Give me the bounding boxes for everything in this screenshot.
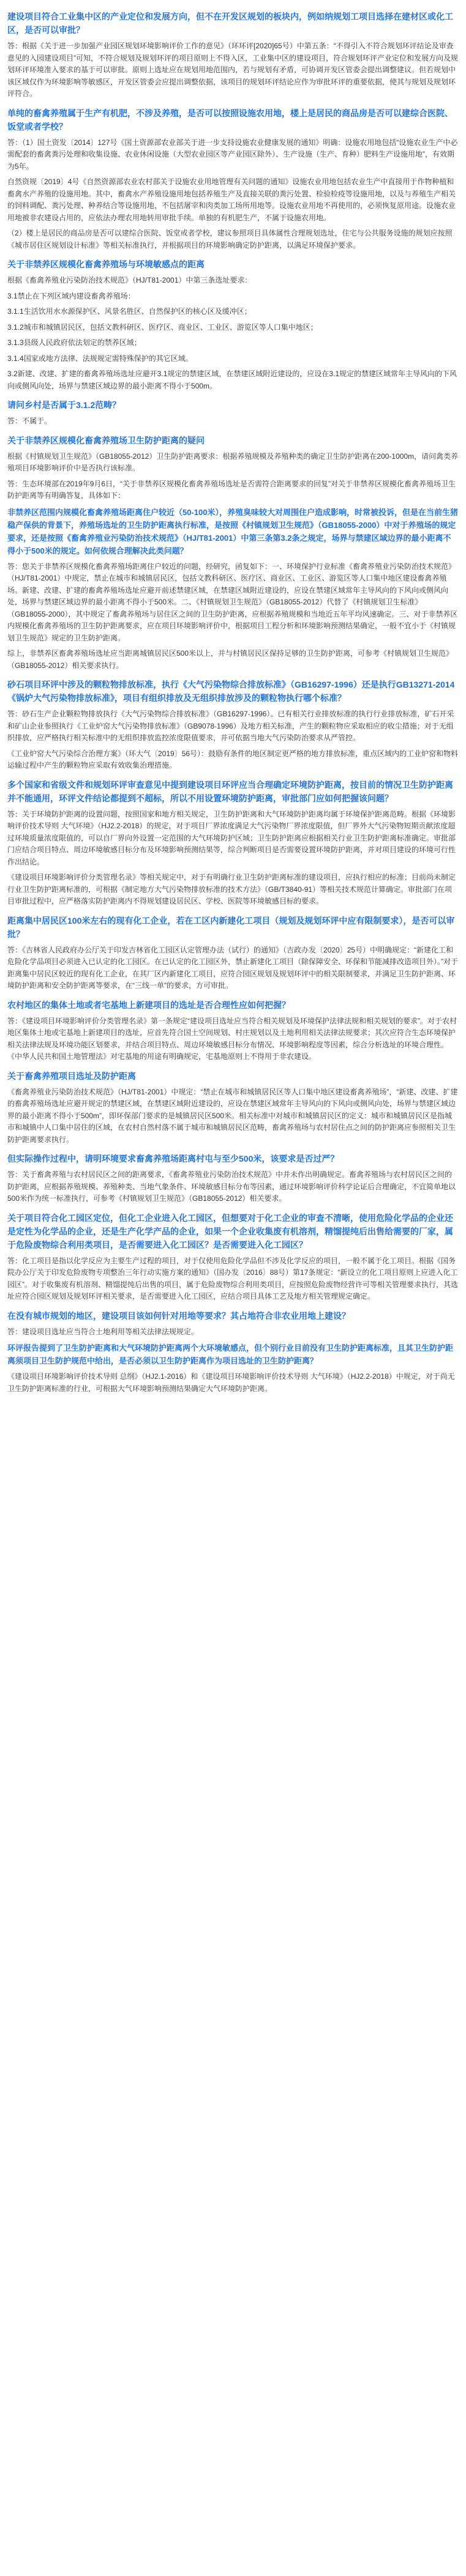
answer-paragraph	[7, 748, 459, 772]
question-heading	[7, 434, 459, 447]
block-text: 非禁养区范围内规模化畜禽养殖场距离住户较近（50-100米），养殖臭味较大对周围住户造成影响，时常被投诉，但是在当前生猪稳产保供的背景下，养殖场选址的卫生防护距离执行标准，是按照《村镇规划卫生规范》（GB18055-2000）中对于养殖场的规定要求，还是按照《畜禽养殖业污染防治技术规范》（HJ/T81-2001）中第三条第3.2条之规定，场界与禁建区域边界的最小距离不得小于500米的规定。如何依规合理解决此类问题？	[7, 507, 458, 555]
block-text: 多个国家和省级文件和规划环评审查意见中提到建设项目环评应当合理确定环境防护距离，按目前的情况卫生防护距离并不能通用，环评文件结论都提到不超标，所以不用设置环境防护距离，审批部门应如何把握该问题？	[7, 779, 453, 803]
block-text: 建设项目符合工业集中区的产业定位和发展方向，但不在开发区规划的板块内，例如纳规划工项目选择在建材区或化工区，是否可以审批？	[7, 12, 453, 35]
block-text: 关于非禁养区规模化畜禽养殖场卫生防护距离的疑问	[7, 435, 205, 445]
answer-label: 答：	[7, 1256, 23, 1265]
answer-label: 答：	[7, 562, 23, 571]
block-text: 在没有城市规划的地区，建设项目该如何针对用地等要求？其占地符合非农业用地上建设？	[7, 1310, 350, 1321]
block-text: 3.1.4国家或地方法律、法规规定需特殊保护的其它区域。	[7, 354, 193, 363]
block-text: 3.2新建、改建、扩建的畜禽养殖场选址应避开3.1规定的禁建区域，在禁建区域附近建设的，应设在3.1规定的禁建区域常年主导风向的下风向或侧风向处，场界与禁建区域边界的最小距离不得小于500m。	[7, 369, 457, 390]
answer-label: 答：	[7, 710, 23, 718]
answer-paragraph	[7, 337, 459, 349]
question-heading	[7, 398, 459, 412]
answer-label: 答：	[7, 945, 23, 954]
block-text: 请问乡村是否属于3.1.2范畴？	[7, 400, 121, 410]
answer-paragraph	[7, 561, 459, 645]
block-text: 关于畜禽养殖项目选址及防护距离	[7, 1071, 136, 1081]
question-heading	[7, 778, 459, 805]
question-heading	[7, 678, 459, 705]
answer-paragraph	[7, 708, 459, 744]
note-paragraph	[7, 1371, 459, 1395]
block-text: 3.1禁止在下列区域内建设畜禽养殖场：	[7, 291, 135, 300]
question-heading	[7, 998, 459, 1012]
block-text: 单纯的畜禽养殖属于生产有机肥，不涉及养殖，是否可以按照设施农用地，楼上是居民的商品房是否可以建综合医院、饭堂或者学校？	[7, 108, 453, 132]
answer-paragraph	[7, 451, 459, 475]
block-text: 答：生态环境部在2019年9月6日，“关于非禁养区规模化畜禽养殖场选址是否需符合距离要求的回复”对关于非禁养区规模化畜禽养殖场卫生防护距离等有明确答复，具体如下：	[7, 479, 456, 500]
answer-label: 答：	[7, 1016, 23, 1025]
answer-paragraph	[7, 478, 459, 502]
answer-paragraph	[7, 40, 459, 100]
block-text: 不属于。	[22, 417, 52, 425]
block-text: 化工项目是指以化学反应为主要生产过程的项目，对于仅使用危险化学品但不涉及化学反应的项目，一般不属于化工项目。根据《国务院办公厅关于印发危险废物专项整治三年行动实施方案的通知》（国办发〔2016〕88号）第17条规定：“新设立的化工项目原则上应进入化工园区”。对于收集废有机溶剂、精馏提纯后出售的项目，属于危险废物综合利用类项目，应按照危险废物经营许可等相关管理要求执行，其选址应符合园区规划及规划环评相关要求，是否需要进入化工园区，应结合项目具体工艺及地方相关管理规定确定。	[7, 1256, 459, 1301]
block-text: 3.1.1生活饮用水水源保护区、风景名胜区、自然保护区的核心区及缓冲区；	[7, 307, 252, 316]
block-text: 《建设项目环境影响评价分类管理名录》等相关规定中，对于有明确行业卫生防护距离标准的建设项目，应执行相应的标准；目前尚未制定行业卫生防护距离标准的，可根据《制定地方大气污染物排放标准的技术方法》（GB/T3840-91）等相关技术规范计算确定。审批部门在项目审批过程中，应严格落实防护距离内不得规划建设居民区、学校、医院等环境敏感目标的要求。	[7, 873, 456, 905]
block-text: 建设项目选址应当符合土地利用等相关法律法规规定。	[22, 1327, 199, 1336]
answer-paragraph	[7, 945, 459, 992]
qa-article	[7, 10, 459, 1395]
block-text: 关于非禁养区规模化畜禽养殖场与环境敏感点的距离	[7, 259, 205, 269]
answer-paragraph	[7, 415, 459, 428]
answer-label: 答：	[7, 1327, 23, 1336]
question-heading	[7, 1309, 459, 1323]
block-text: 《吉林省人民政府办公厅关于印发吉林省化工园区认定管理办法（试行）的通知》（吉政办发〔2020〕25号）中明确规定：“新建化工和危险化学品项目必须进入已认定的化工园区。在已认定的化工园区外，禁止新建化工项目（除保障安全、环保和节能减排改造项目外）。”对于距离集中居民区较近的现有化工企业，在其厂区内新建化工项目，应符合园区规划及规划环评中的相关限制要求，并满足卫生防护距离、环境防护距离和安全防护距离等要求，在“三线一单”的要求，方可审批。	[7, 945, 459, 990]
block-text: 《畜禽养殖业污染防治技术规范》（HJ/T81-2001）中规定：“禁止在城市和城镇居民区等人口集中地区建设畜禽养殖场”，“新建、改建、扩建的畜禽养殖场选址应避开规定的禁建区域，在禁建区域附近建设的，应设在禁建区域常年主导风向的下风向或侧风向处，场界与禁建区域边界的最小距离不得小于500m”，即环保部门要求的是城镇居民区500米。相关标准中对城市和城镇居民区的定义：城市和城镇居民区是指城市和城镇中人口集中居住的区域，在农村自然村落不属于城市和城镇居民区范畴，畜禽养殖场与农村居住点之间的防护距离应参照相关卫生防护距离要求执行。	[7, 1087, 458, 1144]
answer-paragraph	[7, 306, 459, 318]
answer-paragraph	[7, 368, 459, 392]
block-text: 环评报告提到了卫生防护距离和大气环境防护距离两个大环境敏感点，但个别行业目前没有卫生防护距离标准，且其卫生防护距离须项目卫生防护规范中给出，是否必须以卫生防护距离作为项目选址的卫生防护距离？	[7, 1343, 454, 1365]
question-heading	[7, 1069, 459, 1083]
answer-paragraph	[7, 322, 459, 334]
answer-paragraph	[7, 137, 459, 173]
answer-paragraph	[7, 1015, 459, 1063]
block-text: 距离集中居民区100米左右的现有化工企业，若在工区内新建化工项目（规划及规划环评中应有限制要求），是否可以审批？	[7, 915, 455, 939]
block-text: 3.1.2城市和城镇居民区，包括文教科研区、医疗区、商业区、工业区、游览区等人口集中地区；	[7, 322, 318, 332]
answer-paragraph	[7, 648, 459, 672]
answer-paragraph	[7, 228, 459, 251]
answer-label: 答：	[7, 42, 23, 50]
question-heading	[7, 1211, 459, 1252]
block-text: （2）楼上是居民的商品房是否可以建综合医院、饭堂或者学校，建议参照项目具体属性合理规划选址，住宅与公共服务设施的规划应按照《城市居住区规划设计标准》等相关标准执行，并根据项目的环境影响确定防护距离，以满足环境保护要求。	[7, 229, 453, 250]
block-text: 但实际操作过程中，请明环境要求畜禽养殖场距离村屯与至少500米，该要求是否过严？	[7, 1154, 339, 1164]
block-text: 农村地区的集体土地或者宅基地上新建项目的选址是否合理性应如何把握？	[7, 1000, 290, 1010]
question-heading	[7, 258, 459, 271]
block-text: 砂石生产企业颗粒物排放执行《大气污染物综合排放标准》（GB16297-1996）。已有相关行业排放标准的执行行业排放标准，矿石开采和矿山企业参照执行《工业炉窑大气污染物排放标准》（GB9078-1996）及地方相关标准，产生的颗粒物应采取相应的收尘措施；对于无组织排放，应严格执行相关标准中的无组织排放监控浓度限值要求，并可依据当地大气污染防治要求从严管控。	[7, 710, 454, 742]
question-heading	[7, 10, 459, 37]
answer-paragraph	[7, 176, 459, 224]
question-heading	[7, 914, 459, 941]
block-text: 关于项目符合化工园区定位，但化工企业进入化工园区，但想要对于化工企业的审查不清晰，使用危险化学品的企业还是定性为化学品的企业，还是生产化学产品的企业，如果一个企业收集废有机溶剂，精馏提纯后出售给需要的厂家，属于危险废物综合利用类项目，是否需要进入化工园区？是否需要进入化工园区？	[7, 1212, 453, 1250]
block-text: 根据《关于进一步加强产业园区规划环境影响评价工作的意见》（环环评[2020]65号）中第五条：“不得引入不符合规划环评结论及审查意见的入园建设项目”可知，不符合规划及规划环评的项目原则上不得入区，工业集中区的建设项目，符合规划环评产业定位和发展方向及规划环评环境准入要求的基于可以审批。原则上选址应在规划用地范围内，若与规划有矛盾，可协调开发区管委会提出调整建议。但若规划中该区域仅作为环境影响等敏感区，开发区管委会应提出调整依据，该项目的规划环评结论应作为审批环评的重要依据，使其与规划及规划环评符合。	[7, 42, 459, 98]
answer-paragraph	[7, 353, 459, 365]
block-text: 关于环境防护距离的设置问题，按照国家和地方相关规定，卫生防护距离和大气环境防护距离均属于环境保护距离范畴。根据《环境影响评价技术导则 大气环境》（HJ2.2-2018）的规定，对于项目厂界浓度满足大气污染物厂界浓度限值，但厂界外大气污染物短期贡献浓度超过环境质量浓度限值的，可以自厂界向外设置一定范围的大气环境防护区域；卫生防护距离应根据相关行业卫生防护距离标准确定。审批部门应结合项目特点、周边环境敏感目标分布及环境影响预测结果等，综合判断项目是否需要设置环境防护距离，并对项目建设的环境可行性作出结论。	[7, 809, 456, 866]
answer-paragraph	[7, 1169, 459, 1205]
answer-label: 答：	[7, 809, 23, 818]
answer-paragraph	[7, 872, 459, 908]
block-text: 3.1.3县级人民政府依法划定的禁养区域；	[7, 338, 141, 347]
answer-paragraph	[7, 291, 459, 303]
block-text: 关于畜禽养殖与农村居民区之间的距离要求，《畜禽养殖业污染防治技术规范》中并未作出明确规定。畜禽养殖场与农村居民区之间的防护距离，应根据养殖规模、养殖种类、当地气象条件、环境敏感目标分布等因素，通过环境影响评价科学论证后合理确定，不宜简单地以500米作为统一标准执行，可参考《村镇规划卫生规范》（GB18055-2012）相关要求。	[7, 1170, 456, 1203]
block-text: 根据《村镇规划卫生规范》（GB18055-2012）卫生防护距离要求：根据养殖规模及养殖种类的确定卫生防护距离在200-1000m，请问禽类养殖项目环境影响评价中是否执行该标准。	[7, 451, 459, 472]
block-text: 自然资规〔2019〕4号《自然资源部农业农村部关于设施农业用地管理有关问题的通知》设施农业用地包括农业生产中直接用于作物种植和畜禽水产养殖的设施用地。其中，畜禽水产养殖设施用地包括养殖生产及直接关联的粪污处置、检验检疫等设施用地，以及与养殖生产相关的饲料调配、粪污处理、种养结合等设施用地，不包括屠宰和肉类加工场所用地等。设施农业用地不再使用的，必须恢复原用途。设施农业用地被非农建设占用的，应依法办理农用地转用审批手续。单独的有机肥生产，不属于设施农用地。	[7, 177, 456, 222]
question-heading	[7, 106, 459, 133]
highlighted-question	[7, 506, 459, 557]
answer-paragraph	[7, 1086, 459, 1146]
block-text: 根据《畜禽养殖业污染防治技术规范》（HJ/T81-2001）中第三条选址要求：	[7, 276, 252, 284]
answer-paragraph	[7, 809, 459, 869]
block-text: （1）国土资发〔2014〕127号《国土资源部农业部关于进一步支持设施农业健康发展的通知》明确：设施农用地包括“设施农业生产中必需配套的畜禽粪污处理和收集设施、农业休闲设施（大型农业园区等产业园区除外）、生产设施（生产、育种）肥料生产设施用地”，有效期为5年。	[7, 138, 458, 171]
answer-paragraph	[7, 1255, 459, 1303]
answer-label: 答：	[7, 138, 23, 147]
answer-paragraph	[7, 275, 459, 287]
block-text: 《工业炉窑大气污染综合治理方案》（环大气〔2019〕56号）：鼓励有条件的地区制定更严格的地方排放标准，重点区域内的工业炉窑和物料运输过程中产生的颗粒物应采取有效收集治理措施。	[7, 749, 459, 770]
answer-label: 答：	[7, 417, 23, 425]
block-text: 砂石项目环评中涉及的颗粒物排放标准，执行《大气污染物综合排放标准》（GB16297-1996）还是执行GB13271-2014《锅炉大气污染物排放标准》，项目有组织排放及无组织排放涉及的颗粒物执行哪个标准？	[7, 680, 455, 703]
answer-label: 答：	[7, 1170, 23, 1179]
question-heading	[7, 1152, 459, 1165]
answer-paragraph	[7, 1326, 459, 1338]
block-text: 综上，非禁养区畜禽养殖场选址应当距离城镇居民区500米以上，并与村镇居民区保持足够的卫生防护距离，可参考《村镇规划卫生规范》（GB18055-2012）相关要求执行。	[7, 649, 454, 670]
block-text: 《建设项目环境影响评价技术导则 总纲》（HJ2.1-2016）和《建设项目环境影响评价技术导则 大气环境》（HJ2.2-2018）中规定，对于尚无卫生防护距离标准的行业，可根据大气环境影响预测结果确定大气环境防护距离。	[7, 1372, 455, 1393]
block-text: 您关于非禁养区规模化畜禽养殖场距离住户较近的问题，经研究，函复如下：一、环境保护行业标准《畜禽养殖业污染防治技术规范》（HJ/T81-2001）中规定，禁止在城市和城镇居民区，包括文教科研区、医疗区、商业区、工业区、游览区等人口集中地区建设畜禽养殖场。新建、改建、扩建的畜禽养殖场选址应避开前述禁建区域，在禁建区域附近建设的，应设在禁建区域常年主导风向的下风向或侧风向处，场界与禁建区域边界的最小距离不得小于500米。二、《村镇规划卫生规范》（GB18055-2012）代替了《村镇规划卫生标准》（GB18055-2000），其中规定了畜禽养殖场与居住区之间的卫生防护距离，应根据养殖规模和当地近五年平均风速确定。三、对于非禁养区内规模化畜禽养殖场的卫生防护距离要求，应在项目环境影响评价中，根据项目工程分析和环境影响预测结果确定，一般不宜小于《村镇规划卫生规范》规定的卫生防护距离。	[7, 562, 458, 642]
block-text: 《建设项目环境影响评价分类管理名录》第一条规定“建设项目选址应当符合相关规划及环境保护法律法规和相关规划的要求”。对于农村地区集体土地或宅基地上新建项目的选址，应首先符合国土空间规划、村庄规划以及土地利用相关法律法规要求；其次应符合生态环境保护相关法律法规及环境功能区划要求，并结合项目特点、周边环境敏感目标分布情况、环境影响程度等因素，综合分析选址的环境合理性。《中华人民共和国土地管理法》对宅基地的用途有明确规定，宅基地原则上不得用于非农建设。	[7, 1016, 457, 1061]
highlighted-question	[7, 1342, 459, 1367]
